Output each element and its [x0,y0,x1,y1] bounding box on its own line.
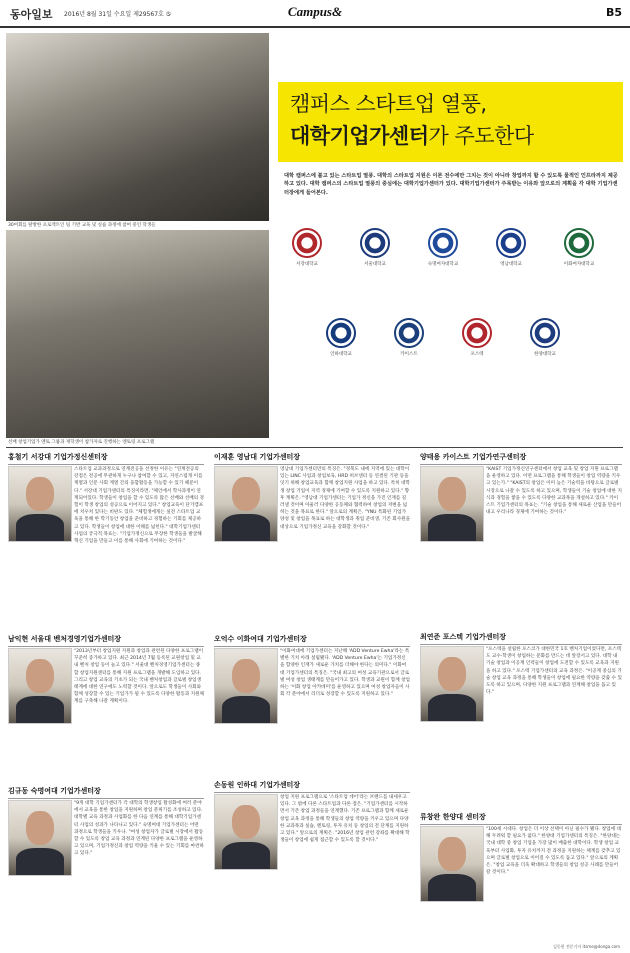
interview-article [420,452,622,628]
article-body: "100세 시대다. 창업은 더 이상 선택이 아닌 필수가 됐다. 창업에 대해 두려워 할 필요가 없다." 한양대 기업가센터의 특징은. "한양대는 국내 대학 중 창업 기업을 가장 많이 배출한 대학이다. 학생 창업 교육부터 사업화, 투자 유치까지 전 과정을 지원하는 체계를 갖추고 있으며 글로벌 창업으로 이어질 수 있도록 돕고 있다." 앞으로의 계획은. "창업 교육을 더욱 확대하고 학생들의 창업 성공 사례를 만들어 갈 것이다." [486,827,621,876]
article-title: 이재훈 영남대 기업가센터장 [214,452,410,465]
article-body: "이화여대에 기업가센터는 지난해 'ADD Venture Ewha'라는 특별한 기치 아래 설립됐다. 'ADD Venture Ewha'는 기업가정신을 함양한 인재가 새로운 가치를 더해야 한다는 의미다." 이화여대 기업가센터의 특징은. "국내 최고의 여성 교육기관으로서 글로벌 여성 창업 생태계를 만들어가고 있다. 학생과 교원이 함께 창업하는 '이화 창업 아카데미'를 운영하고 있으며 여성 창업자들이 사회 각 분야에서 리더로 성장할 수 있도록 지원하고 있다." [280,649,410,698]
article-title: 오억수 이화여대 기업가센터장 [214,634,410,647]
university-seal-icon [428,228,458,258]
university-name: 이화여자대학교 [563,262,595,267]
university-seal-icon [394,318,424,348]
suit-shape [16,514,63,541]
issue-date: 2016년 8월 31일 수요일 제29567호 ⑤ [64,11,172,18]
face-shape [26,477,53,511]
suit-shape [16,696,63,723]
article-title: 양태용 카이스트 기업가연구센터장 [420,452,622,465]
university-seal-icon [496,228,526,258]
article-title: 남익현 서울대 벤처경영기업가센터장 [8,634,204,647]
newspaper-logo: 동아일보 [10,8,53,21]
interview-article [214,634,410,776]
interview-article [8,452,204,630]
article-body: "KAIST 기업가정신연구센터에서 창업 교육 및 창업 지원 프로그램을 운영하고 있다. 어떤 프로그램을 통해 학생들이 창업 역량을 키우고 있는가." "KAIST의 창업은 이미 높은 기술력을 바탕으로 글로벌 시장으로 나갈 수 있도록 하고 있으며, 학생들이 기술 창업에 대한 지식과 경험을 쌓을 수 있도록 다양한 교과목을 개설하고 있다." 카이스트 기업가센터의 목표는. "기술 창업을 통해 새로운 산업을 만들어 내고 우리나라 경제에 기여하는 것이다." [486,467,622,516]
article-column-1 [8,452,204,942]
face-shape [232,477,259,511]
university-name: 영남대학교 [500,262,522,267]
university-name: 인하대학교 [330,352,352,357]
university-logo [324,318,358,357]
portrait-photo [8,648,72,724]
article-column-3 [420,452,622,942]
face-shape [438,657,465,691]
university-logo [562,228,596,267]
university-logo [528,318,562,357]
face-shape [438,477,465,511]
article-title: 손동원 인하대 기업가센터장 [214,780,410,793]
article-body: "9개 대학 기업가센터가 각 대학의 학생창업 활성화에 여러 분야에서 교육을 통한 창업을 지원하며 창업 분위기를 조성하고 있다. 대학별 교육 과정과 사업화를 한 다음 연계를 통해 대학기업가센터 사업의 성과가 나타나고 있다." 숙명여대 기업가센터는 어떤 과정으로 학생들을 키우나. "여성 창업자가 글로벌 시장에서 활동할 수 있도록 창업 교육 과정과 연계된 다양한 프로그램을 운영하고 있으며, 기업가정신과 창업 역량을 키울 수 있는 기회를 마련하고 있다." [74,801,204,857]
university-seal-icon [462,318,492,348]
article-body: "포스텍을 설립한 포스코가 대한민국 1호 벤처기업이었다면, 포스텍도 교수·학생이 창업하는 문화를 만드는 데 앞장서고 있다. 대학 내 기술 창업과 이공계 인력들이 창업에 도전할 수 있도록 교육과 지원을 하고 있다." 포스텍 기업가센터의 교육 과정은. "이공계 중심의 기술 창업 교육 과정을 통해 학생들이 창업에 필요한 역량을 갖출 수 있도록 하고 있으며, 다양한 지원 프로그램과 연계해 창업을 돕고 있다." [486,647,622,696]
article-column-2 [214,452,410,942]
university-logos [290,228,620,443]
interview-article [420,812,622,938]
university-name: 서울대학교 [364,262,386,267]
university-seal-icon [292,228,322,258]
portrait-photo [214,648,278,724]
university-seal-icon [530,318,560,348]
interview-article [214,780,410,938]
face-shape [26,659,53,693]
headline-line2 [290,120,534,150]
suit-shape [428,514,475,541]
face-shape [232,805,259,839]
university-name: 한양대학교 [534,352,556,357]
lead-paragraph: 대학 캠퍼스에 불고 있는 스타트업 열풍. 대학의 스타트업 지원은 이론 전수에만 그치는 것이 아니라 창업까지 할 수 있도록 물적인 인프라까지 제공하고 있다. 대학 캠퍼스의 스타트업 열풍의 중심에는 대학기업가센터가 있다. 대학기업가센터가 주목받는 이유와 앞으로의 계획을 각 대학 기업가센터장에게 들어본다. [284,173,618,196]
suit-shape [16,848,63,875]
portrait-photo [420,646,484,722]
university-seal-icon [360,228,390,258]
university-name: 서강대학교 [296,262,318,267]
suit-shape [222,696,269,723]
headline-bold: 대학기업가센터 [290,124,429,148]
face-shape [26,811,53,845]
suit-shape [222,514,269,541]
portrait-photo [420,826,484,902]
suit-shape [428,694,475,721]
university-name: 숙명여자대학교 [427,262,459,267]
page-number: B5 [605,6,622,19]
portrait-photo [214,466,278,542]
university-logo [358,228,392,267]
section-title: Campus& [287,4,343,19]
suit-shape [222,842,269,869]
university-name: 포스텍 [470,352,484,357]
article-body: 창업 지원 프로그램으로 '스타트업 데이'라는 브랜드를 내세우고 있다. 그 밖에 다른 스타트업과 다른 점은. "기업가센터를 시작하면서 기존 창업 과정들을 연계했다. 기존 프로그램과 함께 새로운 창업 교육 과정을 통해 학생들의 창업 역량을 키우고 있으며 다양한 교과목과 실습, 멘토링, 투자 유치 등 창업의 전 단계를 지원하고 있다." 앞으로의 계획은. "2016년 창업 관련 강좌를 확대해 학생들이 창업에 쉽게 접근할 수 있도록 할 것이다." [280,795,410,844]
interview-article [420,632,622,808]
byline-credit: 김동현 전문기자 itsme@donga.com [552,944,620,949]
article-title: 최연준 포스텍 기업가센터장 [420,632,622,645]
portrait-photo [8,800,72,876]
bottom-photo [6,230,269,438]
headline-rest: 가 주도한다 [428,124,534,148]
interview-article [214,452,410,630]
suit-shape [428,874,475,901]
university-name: 카이스트 [400,352,418,357]
university-logo [392,318,426,357]
university-logo [494,228,528,267]
portrait-photo [214,794,278,870]
interview-article [8,634,204,782]
article-title: 김규동 숙명여대 기업가센터장 [8,786,204,799]
portrait-photo [420,466,484,542]
face-shape [438,837,465,871]
university-logo [290,228,324,267]
bottom-photo-caption: 선배 창업기업가 멘토 그룹과 재학생이 참가자로 진행하는 멘토링 프로그램 [8,440,155,445]
article-body: 영남대 기업가센터만의 특징은. "경북도 내에 지역에 있는 대학이 있는 LINC 사업과 창업보육, HRD 허브센터 등 연결된 기관 등을 잇기 위해 창업교육과 함께 창업지원 사업을 하고 있다. 특히 대학생 창업 기업이 지역 경제에 기여할 수 있도록 지원하고 있다." 향후 계획은. "영남대 기업가센터는 기업가 정신을 가진 인재를 길러낼 것이며 아울러 다양한 공동체와 협력하여 창업의 저변을 넓히는 것을 목표로 한다." 앞으로의 계획은. "YNU 특화된 기업가 양성 및 창업을 목표로 하는 대학생과 취업 준비생, 기존 회사원을 대상으로 기업가정신 교육을 강화할 것이다." [280,467,410,530]
section-divider [6,447,623,448]
face-shape [232,659,259,693]
top-photo [6,33,269,221]
article-title: 홍철기 서강대 기업가정신센터장 [8,452,204,465]
article-body: 스타트업 교과과정으로 연계전공을 선정한 이유는 "연계전공의 강점은 전공에 무관하게 누구나 참여할 수 있고, 자연스럽게 이를 계열과 인문 사회 계열 간의 융합활동을 가능할 수 있기 때문이다." 서강대 기업가센터의 특징이라면. "체인에서 학사과정이 연계되어있다. 학생들이 창업을 할 수 있도록 많은 선배와 선배의 경험이 학생 창업의 성공으로 이어지고 있다." 창업교육이 단기캠프에 치우쳐 있다는 비판도 있다. "체험생에게는 실전 스타트업 교육을 통해 한 학기동안 창업을 준비하고 경험하는 기회를 제공하고 있다. 학생들이 창업에 대한 이해를 넓힌다." 대학기업가센터 사업의 궁극적 목표는. "기업가정신으로 무장한 학생들을 발굴해 혁신 기업을 만들고 이를 통해 사회에 기여하는 것이다." [74,467,204,545]
interview-article [8,786,204,938]
university-seal-icon [564,228,594,258]
top-photo-caption: 30여회를 탈방한 프로젝트인 팀 기반 교육 및 실습 과정에 참여 중인 학생들 [8,223,156,228]
headline-line1: 캠퍼스 스타트업 열풍, [290,92,487,116]
article-title: 류창완 한양대 센터장 [420,812,622,825]
portrait-photo [8,466,72,542]
university-seal-icon [326,318,356,348]
university-logo [460,318,494,357]
university-logo [426,228,460,267]
article-body: "2013년부터 창업지원 지원과 창업과 관련된 다양한 프로그램이 꾸준히 증가하고 있다. 최근 2014년 7월 등록된 교원창업 및 교내 벤처 창업 등이 늘고 있다." 서울대 벤처경영기업가센터는 종합 창업지원센터를 통해 지원 프로그램을 개발해 도입하고 있다. 그리고 창업 교육의 기초가 되는 국내 벤처창업과 글로벌 창업생태계에 대한 연구에도 노력할 것이다. 앞으로도 학생들이 사회와 함께 성장할 수 있는 기업가가 될 수 있도록 다양한 활동과 지원체계를 구축해 나갈 계획이다. [74,649,204,705]
